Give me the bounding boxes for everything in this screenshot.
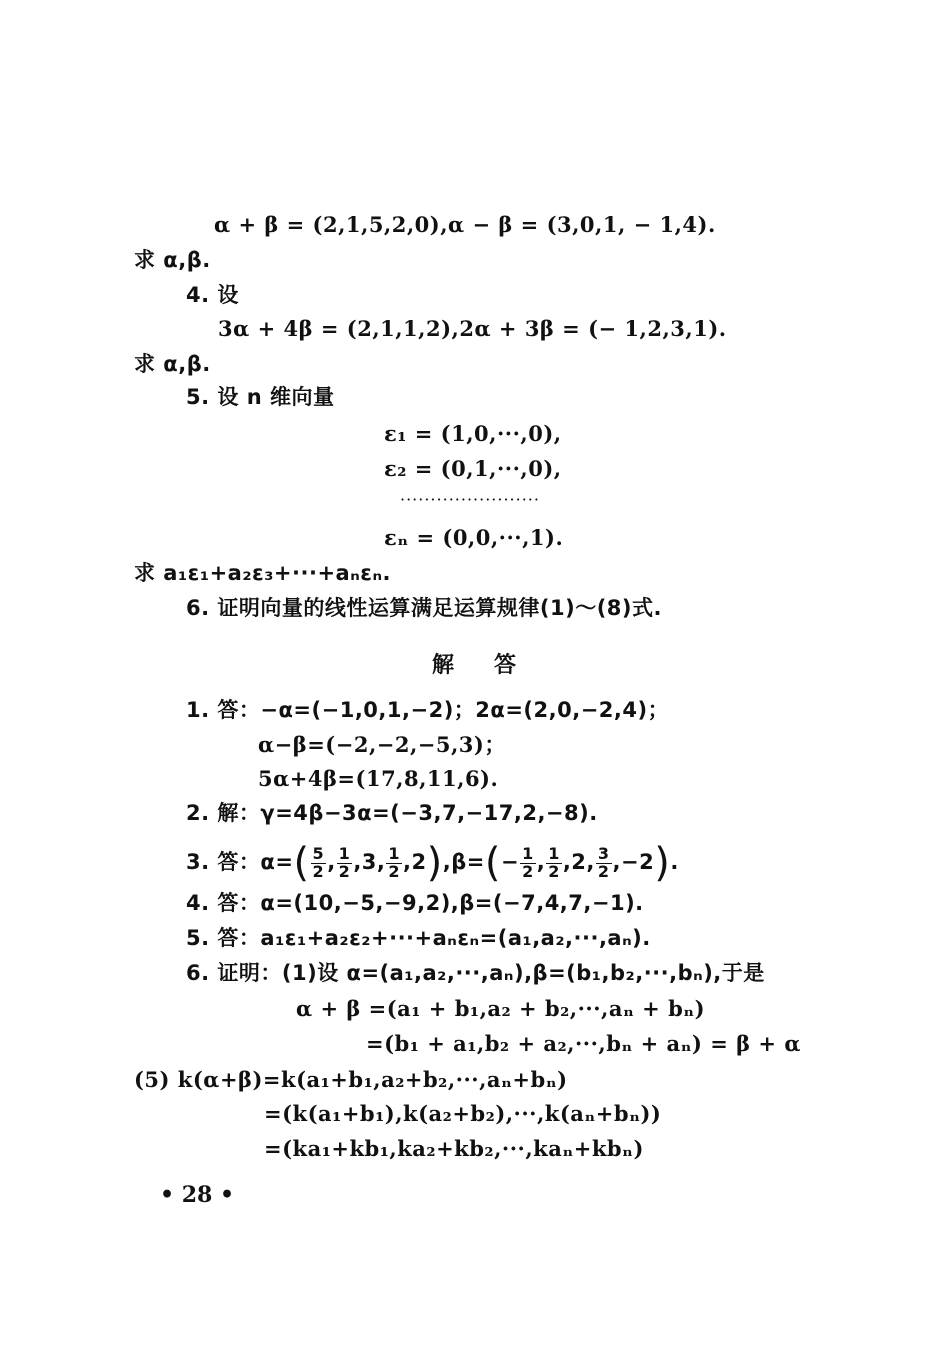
solution-6-line-a: 6. 证明：(1)设 α=(a₁,a₂,···,aₙ),β=(b₁,b₂,···,bₙ),于是 [186, 961, 765, 985]
fraction: $\frac{1}{2}$ [548, 843, 560, 881]
solutions-heading: 解答 [432, 653, 557, 678]
paren-close: ) [426, 840, 443, 886]
solution-1-line-a: 1. 答：−α=(−1,0,1,−2)；2α=(2,0,−2,4)； [186, 698, 670, 722]
problem-5-label: 5. 设 n 维向量 [186, 385, 335, 409]
problem-3-equation: α + β = (2,1,5,2,0),α − β = (3,0,1, − 1,4). [214, 212, 716, 237]
solution-4: 4. 答：α=(10,−5,−9,2),β=(−7,4,7,−1). [186, 891, 644, 915]
fraction: $\frac{1}{2}$ [522, 843, 534, 881]
paren-open: ( [293, 840, 310, 886]
solution-1-line-c: 5α+4β=(17,8,11,6). [258, 766, 499, 791]
fraction: $\frac{1}{2}$ [338, 843, 351, 881]
problem-5-e1: ε₁ = (1,0,···,0), [384, 421, 562, 446]
solution-3: 3. 答：α=( $\frac{5}{2}$ , $\frac{1}{2}$ ,3, $\frac{1}{2}$ ,2),β=(− $\frac{1}{2}$ , $\frac{1}{2}$ ,2, $\frac{3}{2}$ ,−2). [186, 840, 679, 886]
solution-1-line-b: α−β=(−2,−2,−5,3)； [258, 732, 506, 757]
problem-4-label: 4. 设 [186, 283, 239, 307]
solution-5: 5. 答：a₁ε₁+a₂ε₂+···+aₙεₙ=(a₁,a₂,···,aₙ). [186, 926, 651, 950]
solution-6-line-e: =(k(a₁+b₁),k(a₂+b₂),···,k(aₙ+bₙ)) [264, 1101, 662, 1126]
paren-open: ( [484, 840, 501, 886]
paren-close: ) [654, 840, 671, 886]
problem-6: 6. 证明向量的线性运算满足运算规律(1)～(8)式. [186, 596, 662, 620]
problem-3-ask: 求 α,β. [134, 248, 211, 272]
problem-4-equation: 3α + 4β = (2,1,1,2),2α + 3β = (− 1,2,3,1). [218, 316, 727, 341]
fraction: $\frac{1}{2}$ [388, 843, 401, 881]
solution-6-line-b: α + β =(a₁ + b₁,a₂ + b₂,···,aₙ + bₙ) [296, 996, 706, 1021]
solution-2: 2. 解：γ=4β−3α=(−3,7,−17,2,−8). [186, 801, 598, 825]
problem-5-dots: ······················· [400, 490, 540, 509]
solution-3-prefix: 3. 答：α= [186, 850, 294, 874]
problem-5-ask: 求 a₁ε₁+a₂ε₃+···+aₙεₙ. [134, 561, 392, 585]
fraction: $\frac{5}{2}$ [312, 843, 325, 881]
solution-6-line-c: =(b₁ + a₁,b₂ + a₂,···,bₙ + aₙ) = β + α [366, 1031, 801, 1056]
problem-5-en: εₙ = (0,0,···,1). [384, 525, 564, 550]
page-number: • 28 • [160, 1182, 235, 1208]
solution-6-line-f: =(ka₁+kb₁,ka₂+kb₂,···,kaₙ+kbₙ) [264, 1136, 644, 1161]
problem-5-e2: ε₂ = (0,1,···,0), [384, 456, 562, 481]
problem-4-ask: 求 α,β. [134, 352, 211, 376]
fraction: $\frac{3}{2}$ [597, 843, 610, 881]
solution-6-line-d: (5) k(α+β)=k(a₁+b₁,a₂+b₂,···,aₙ+bₙ) [134, 1067, 568, 1092]
